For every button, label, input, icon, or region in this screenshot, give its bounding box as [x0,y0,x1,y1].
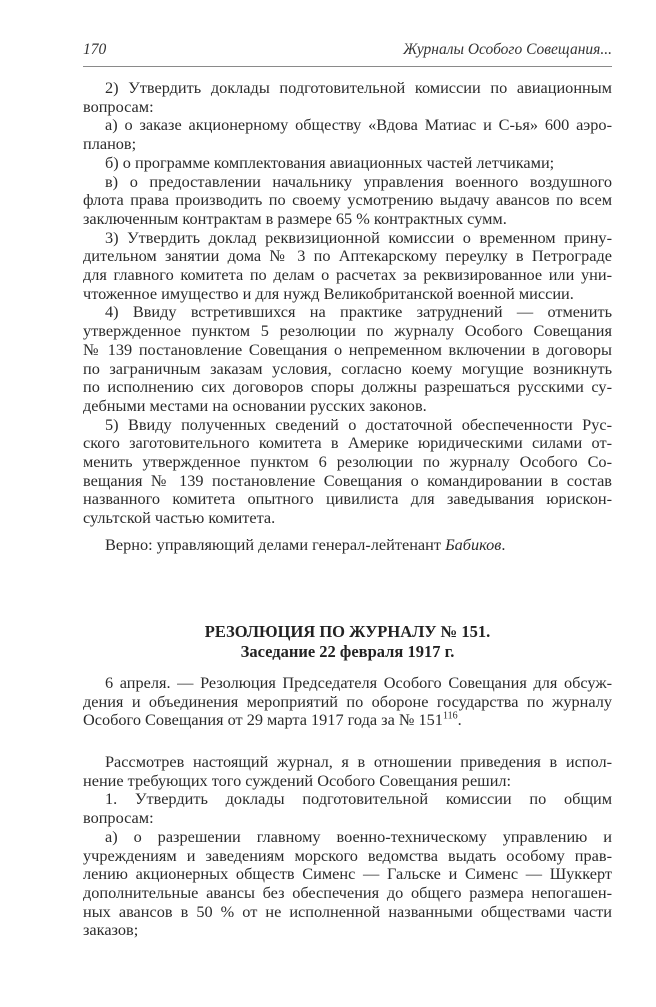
header-rule [83,66,612,67]
paragraph-line: 3) Утвердить доклад реквизиционной комиссии о временном прину- [105,228,612,247]
paragraph-line: планов; [83,135,137,154]
intro-line [83,711,612,730]
paragraph-line: 2) Утвердить доклады подготовительной комиссии по авиационным [105,79,612,97]
intro-line: 6 апреля. — Резолюция Председателя Особого Совещания для обсуж- [105,674,612,692]
paragraph-line: вещания № 139 постановление Совещания о командировании в состав [83,471,612,490]
paragraph-line: Рассмотрев настоящий журнал, я в отношении приведения в испол- [105,753,612,771]
signature-end: . [501,536,506,554]
paragraph-line: дебными местами на основании русских законов. [83,396,427,415]
paragraph-line: чтоженное имущество и для нужд Великобританской военной миссии. [83,284,574,303]
paragraph-line: № 139 постановление Совещания о непременном включении в договоры [83,340,612,359]
intro-line: дения и объединения мероприятий по обороне государства по журналу [83,692,612,711]
resolution-items-section [83,79,612,528]
paragraph-line: в) о предоставлении начальнику управления военного воздушного [105,172,612,191]
paragraph-line: утвержденное пунктом 5 резолюции по журналу Особого Совещания [83,322,612,341]
paragraph-line: лению акционерных обществ Сименс — Гальске и Сименс — Шуккерт [83,865,612,884]
paragraph-line: 4) Ввиду встретившихся на практике затруднений — отменить [105,303,612,322]
paragraph-line: сультской частью комитета. [83,509,276,528]
paragraph-line: а) о разрешении главному военно-техническому управлению и [105,827,612,846]
intro-end: . [457,711,462,730]
page-number: 170 [83,41,107,58]
paragraph-line: б) о программе комплектования авиационных частей летчиками; [105,153,555,172]
signature-name: Бабиков [445,536,502,554]
paragraph-line: названного комитета опытного цивилиста для заведывания юрискон- [83,490,612,509]
paragraph-line: по заграничным заказам условия, согласно коему могущие возникнуть [83,359,612,378]
paragraph-line: дополнительные авансы без обеспечения до общего размера непогашен- [83,883,612,902]
paragraph-line: дительном занятии дома № 3 по Аптекарскому переулку в Петрограде [83,247,612,266]
paragraph-line: менить утвержденное пунктом 6 резолюции по журналу Особого Со- [83,453,612,472]
signature-line [83,536,612,555]
paragraph-line: а) о заказе акционерному обществу «Вдова Матиас и С-ья» 600 аэро- [105,116,612,135]
paragraph-line: нение требующих того суждений Особого Совещания решил: [83,771,512,790]
paragraph-line: по исполнению сих договоров споры должны разрешаться русскими су- [83,378,612,397]
paragraph-line: ского заготовительного комитета в Америке юридическими силами от- [83,434,612,453]
signature-text: Верно: управляющий делами генерал-лейтенант [105,536,446,554]
resolution-subtitle: Заседание 22 февраля 1917 г. [240,642,455,661]
resolution-intro [83,674,612,730]
paragraph-line: для главного комитета по делам о расчетах за реквизированное или уни- [83,266,612,285]
paragraph-line: ных авансов в 50 % от не исполненной названными обществами части [83,902,612,921]
footnote-ref: 116 [442,711,458,722]
paragraph-line: учреждениям и заведениям морского ведомства выдать особому прав- [83,846,612,865]
intro-line-text: Особого Совещания от 29 марта 1917 года за № 151 [83,711,443,730]
resolution-title: РЕЗОЛЮЦИЯ ПО ЖУРНАЛУ № 151. [204,622,491,641]
paragraph-line: вопросам: [83,809,154,828]
paragraph-line: флота права производить по своему усмотрению выдачу авансов по всем [83,191,612,210]
paragraph-line: заказов; [83,921,139,940]
running-title: Журналы Особого Совещания... [403,41,612,58]
running-header [83,41,612,63]
paragraph-line: 1. Утвердить доклады подготовительной комиссии по общим [105,790,612,809]
paragraph-line: вопросам: [83,97,154,116]
paragraph-line: 5) Ввиду полученных сведений о достаточной обеспеченности Рус- [105,415,612,434]
resolution-body [83,753,612,940]
paragraph-line: заключенным контрактам в размере 65 % контрактных сумм. [83,209,507,228]
